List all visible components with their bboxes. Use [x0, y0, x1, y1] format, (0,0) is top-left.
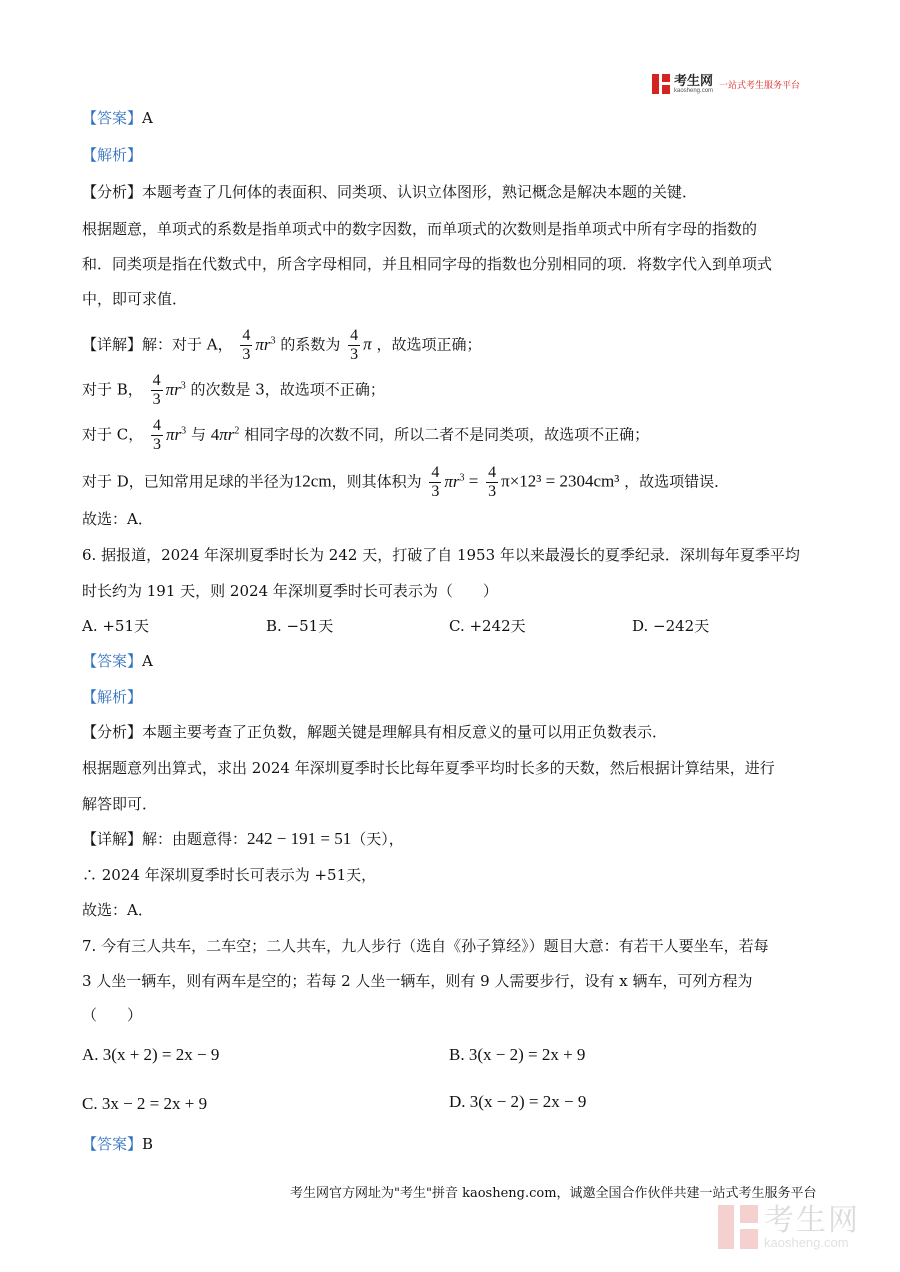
- watermark: [718, 1202, 860, 1250]
- q6-option-b: B. −51天: [266, 617, 334, 635]
- q5-detail-b: 对于 B， $\frac{4}{3}$ $\pi r^3$ 的次数是 3，故选项不正确；: [82, 372, 385, 409]
- logo-title: 考生网: [674, 73, 714, 89]
- watermark-url: kaosheng.com: [764, 1234, 849, 1250]
- q5-fenxi: 【分析】本题考查了几何体的表面积、同类项、认识立体图形，熟记概念是解决本题的关键．: [82, 183, 698, 201]
- q5-analysis-label: 【解析】: [82, 146, 143, 164]
- q5-para3: 中，即可求值．: [82, 290, 188, 308]
- footer-text: 考生网官方网址为"考生"拼音 kaosheng.com，诚邀全国合作伙伴共建一站式考生服务平台: [290, 1186, 817, 1201]
- q6-option-a: A. +51天: [82, 617, 150, 635]
- q6-option-c: C. +242天: [449, 617, 526, 635]
- q5-para2: 和．同类项是指在代数式中，所含字母相同，并且相同字母的指数也分别相同的项．将数字代入到单项式: [82, 255, 773, 273]
- q7-option-c: C. 3x − 2 = 2x + 9: [82, 1094, 208, 1113]
- q5-choose: 故选：A．: [82, 510, 153, 528]
- q7-stem-line3: （ ）: [82, 1006, 143, 1024]
- q7-stem-line1: 7. 今有三人共车，二车空；二人共车，九人步行（选自《孙子算经》）题目大意：有若干人要坐车，若每: [82, 937, 769, 955]
- header-logo: [652, 72, 800, 96]
- q6-stem-line2: 时长约为 191 天，则 2024 年深圳夏季时长可表示为（ ）: [82, 582, 498, 600]
- q5-detail-c: 对于 C， $\frac{4}{3}$ $\pi r^3$ 与 $4\pi r^2$ 相同字母的次数不同，所以二者不是同类项，故选项不正确；: [82, 417, 650, 454]
- q7-answer: 【答案】B: [82, 1135, 154, 1153]
- q6-para1: 根据题意列出算式，求出 2024 年深圳夏季时长比每年夏季平均时长多的天数，然后根据计算结果，进行: [82, 759, 775, 777]
- kaosheng-logo-icon: [652, 74, 670, 94]
- q7-option-d: D. 3(x − 2) = 2x − 9: [449, 1092, 587, 1111]
- q6-answer: 【答案】A: [82, 652, 153, 670]
- q7-option-a: A. 3(x + 2) = 2x − 9: [82, 1045, 220, 1064]
- watermark-title: 考生网: [764, 1202, 860, 1238]
- q6-para2: 解答即可．: [82, 795, 158, 813]
- q6-analysis-label: 【解析】: [82, 688, 143, 706]
- logo-slogan: 一站式考生服务平台: [719, 80, 801, 91]
- q6-therefore: ∴ 2024 年深圳夏季时长可表示为 +51天，: [82, 866, 377, 884]
- logo-url: kaosheng.com: [674, 87, 714, 94]
- q6-fenxi: 【分析】本题主要考查了正负数，解题关键是理解具有相反意义的量可以用正负数表示．: [82, 723, 668, 741]
- q5-detail-a: 【详解】解：对于 A， $\frac{4}{3}$ $\pi r^3$ 的系数为 $\frac{4}{3}$ π ，故选项正确；: [82, 327, 482, 364]
- q5-answer: 【答案】A: [82, 109, 153, 127]
- q7-option-b: B. 3(x − 2) = 2x + 9: [449, 1045, 586, 1064]
- q7-stem-line2: 3 人坐一辆车，则有两车是空的；若每 2 人坐一辆车，则有 9 人需要步行，设有 x 辆车，可列方程为: [82, 972, 753, 990]
- q5-para1: 根据题意，单项式的系数是指单项式中的数字因数，而单项式的次数则是指单项式中所有字母的指数的: [82, 220, 758, 238]
- q6-option-d: D. −242天: [632, 617, 710, 635]
- q6-detail: 【详解】解：由题意得：242 − 191 = 51（天），: [82, 829, 404, 848]
- q6-choose: 故选：A．: [82, 901, 153, 919]
- q6-stem-line1: 6. 据报道，2024 年深圳夏季时长为 242 天，打破了自 1953 年以来最漫长的夏季纪录．深圳每年夏季平均: [82, 546, 800, 564]
- q5-detail-d: 对于 D，已知常用足球的半径为12cm，则其体积为 $\frac{4}{3}$ $\pi r^3$ = $\frac{4}{3}$ π×12³ = 2304cm³ ，故选项错误．: [82, 464, 730, 501]
- kaosheng-watermark-icon: [718, 1205, 758, 1249]
